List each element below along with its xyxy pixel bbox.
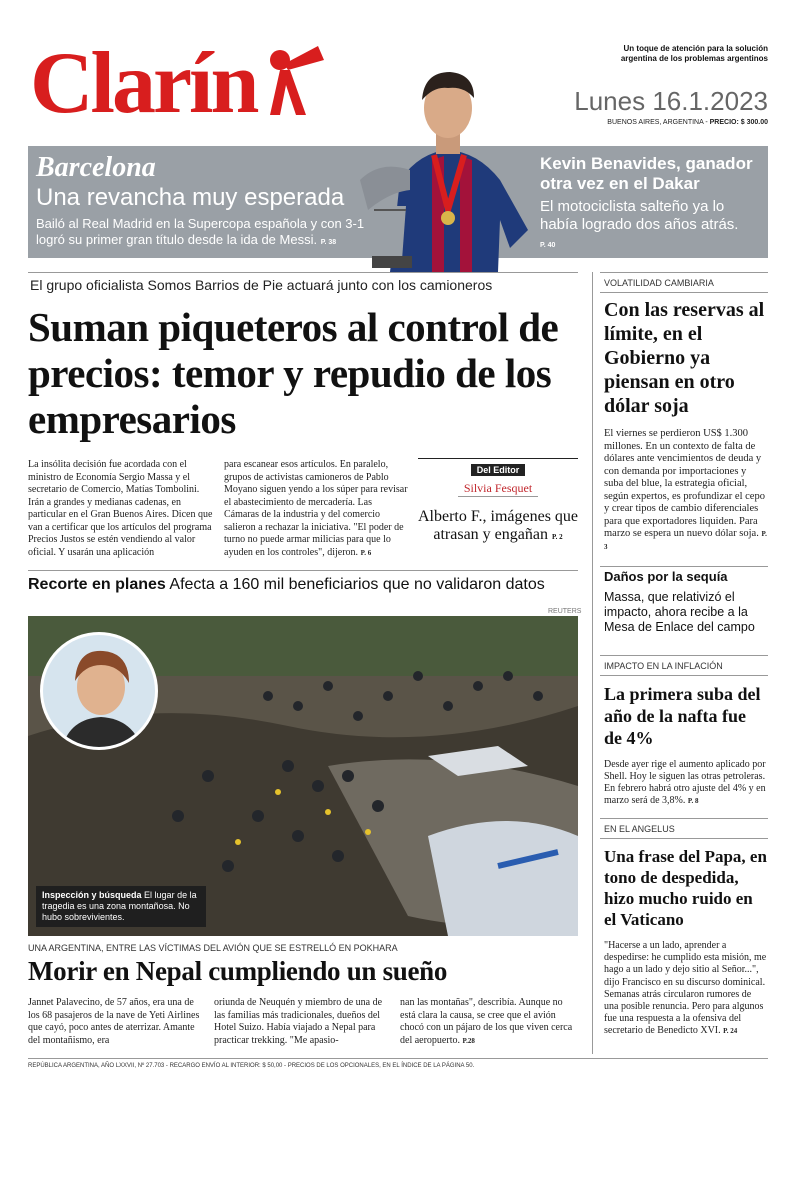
rule xyxy=(28,1058,768,1059)
s2-section: IMPACTO EN LA INFLACIÓN xyxy=(604,661,723,671)
s2-headline: La primera suba del año de la nafta fue de 4% xyxy=(604,684,761,748)
s1-text: El viernes se perdieron US$ 1.300 millones. En un contexto de falta de dólares ante vencimientos de deuda y con demanda por importaciones y suba del blue, la estrategia oficial, según expertos, es profundizar el cepo y crear tipos de cambio diferenciales para que exportadores liquiden. Para marzo se espera un nuevo dólar soja. P. 3 xyxy=(604,428,767,551)
barcelona-deck: Bailó al Real Madrid en la Supercopa española y con 3-1 logró su primer gran título desde la ida de Messi. P. 38 xyxy=(36,216,365,247)
nepal-kicker: UNA ARGENTINA, ENTRE LAS VÍCTIMAS DEL AVIÓN QUE SE ESTRELLÓ EN POKHARA xyxy=(28,943,398,953)
rule xyxy=(28,272,578,273)
sidebar-story-1[interactable] xyxy=(604,278,768,635)
s2-text: Desde ayer rige el aumento aplicado por Shell. Hoy le siguen las otras petroleras. En febrero habrá otro ajuste del 4% y en marzo será de 3,8%. P. 8 xyxy=(604,759,766,806)
main-col-1: La insólita decisión fue acordada con el ministro de Economía Sergio Massa y el secretario de Comercio, Matías Tombolini. Irán a grandes y medianas cadenas, en particular en el Gran Buenos Aires. Dicen que van a certificar que los artículos del programa Precios Justos se estén vendiendo al valor oficial. Y usarán una aplicación xyxy=(28,459,213,558)
rule xyxy=(600,566,768,567)
nepal-col-1: Jannet Palavecino, de 57 años, era una de los 68 pasajeros de la nave de Yeti Airlines que cayó, poco antes de aterrizar. Amante del montañismo, era xyxy=(28,997,200,1046)
nepal-col-3: nan las montañas", describía. Aunque no está clara la causa, se cree que el avión chocó con un pájaro de los que viven cerca del aeropuerto. P.28 xyxy=(400,997,573,1046)
s3-headline: Una frase del Papa, en tono de despedida, hizo mucho ruido en el Vaticano xyxy=(604,847,767,929)
s1-section: VOLATILIDAD CAMBIARIA xyxy=(604,278,714,288)
rule xyxy=(600,655,768,656)
dakar-story[interactable] xyxy=(540,154,762,255)
s1-headline: Con las reservas al límite, en el Gobierno ya piensan en otro dólar soja xyxy=(604,299,765,417)
horn-figure-icon xyxy=(258,40,328,120)
nepal-col-2: oriunda de Neuquén y miembro de una de las familias más tradicionales, dueños del Hotel Suizo. Había viajado a Nepal para practicar trekking. "Me apasio- xyxy=(214,997,383,1046)
editor-tag: Del Editor xyxy=(471,464,526,476)
sidebar-story-2[interactable] xyxy=(604,661,768,807)
editor-name: Silvia Fesquet xyxy=(463,481,533,495)
barcelona-kicker: Barcelona xyxy=(36,152,156,183)
rule xyxy=(600,818,768,819)
column-divider xyxy=(592,272,593,1054)
rule xyxy=(458,496,538,497)
main-headline[interactable]: Suman piqueteros al control de precios: temor y repudio de los empresarios xyxy=(28,304,559,442)
player-photo xyxy=(360,60,535,272)
footer-line: REPÚBLICA ARGENTINA, AÑO LXXVII, Nº 27.703 - RECARGO ENVÍO AL INTERIOR: $ 50,00 - PRECIOS DE LOS OPCIONALES, EN EL ÍNDICE DE LA PÁGINA 50. xyxy=(28,1063,475,1069)
victim-portrait xyxy=(40,632,158,750)
issue-date: Lunes 16.1.2023 xyxy=(574,86,768,116)
dakar-deck: El motociclista salteño ya lo había logrado dos años atrás. P. 40 xyxy=(540,198,739,249)
main-kicker: El grupo oficialista Somos Barrios de Pie actuará junto con los camioneros xyxy=(30,277,493,293)
rule xyxy=(600,675,768,676)
barcelona-headline: Una revancha muy esperada xyxy=(36,184,345,211)
tagline: Un toque de atención para la solución argentina de los problemas argentinos xyxy=(620,44,768,63)
clarin-logo: Clarín xyxy=(30,40,328,128)
nepal-headline[interactable]: Morir en Nepal cumpliendo un sueño xyxy=(28,956,448,986)
place-price: BUENOS AIRES, ARGENTINA - PRECIO: $ 300.00 xyxy=(607,119,768,126)
editor-box[interactable] xyxy=(418,460,578,546)
editor-title: Alberto F., imágenes que atrasan y engañan P. 2 xyxy=(418,508,579,543)
recorte-line[interactable]: Recorte en planes Afecta a 160 mil beneficiarios que no validaron datos xyxy=(28,576,545,593)
s3-section: EN EL ANGELUS xyxy=(604,824,675,834)
rule xyxy=(418,458,578,459)
s1-sub-text: Massa, que relativizó el impacto, ahora recibe a la Mesa de Enlace del campo xyxy=(604,590,755,634)
rule xyxy=(28,570,578,571)
s1-sub-headline: Daños por la sequía xyxy=(604,569,728,584)
photo-caption: Inspección y búsqueda El lugar de la tragedia es una zona montañosa. No hubo sobrevivientes. xyxy=(36,886,206,927)
rule xyxy=(600,838,768,839)
main-col-2: para escanear esos artículos. En paralelo, grupos de activistas camioneros de Pablo Moyano siguen yendo a los súper para revisar el abastecimiento de mercadería. Las Cámaras de la industria y del comercio salieron a rechazar la iniciativa. "El poder de turno no puede armar milicias para que lo ayuden en los controles", dijeron. P. 6 xyxy=(224,459,408,558)
rule xyxy=(600,292,768,293)
rule xyxy=(600,272,768,273)
s3-text: "Hacerse a un lado, aprender a despedirse: he cumplido esta misión, me hago a un lado y dejo sitio al Señor...", dijo Francisco en su discurso dominical. Semanas atrás circularon rumores de una posible renuncia. Pero para algunos fue una respuesta a la ofensiva del secretario de Benedicto XVI. P. 24 xyxy=(604,940,767,1037)
photo-credit: REUTERS xyxy=(548,608,582,615)
sidebar-story-3[interactable] xyxy=(604,824,768,1038)
barcelona-story[interactable] xyxy=(36,152,396,251)
dakar-headline: Kevin Benavides, ganador otra vez en el Dakar xyxy=(540,154,753,193)
